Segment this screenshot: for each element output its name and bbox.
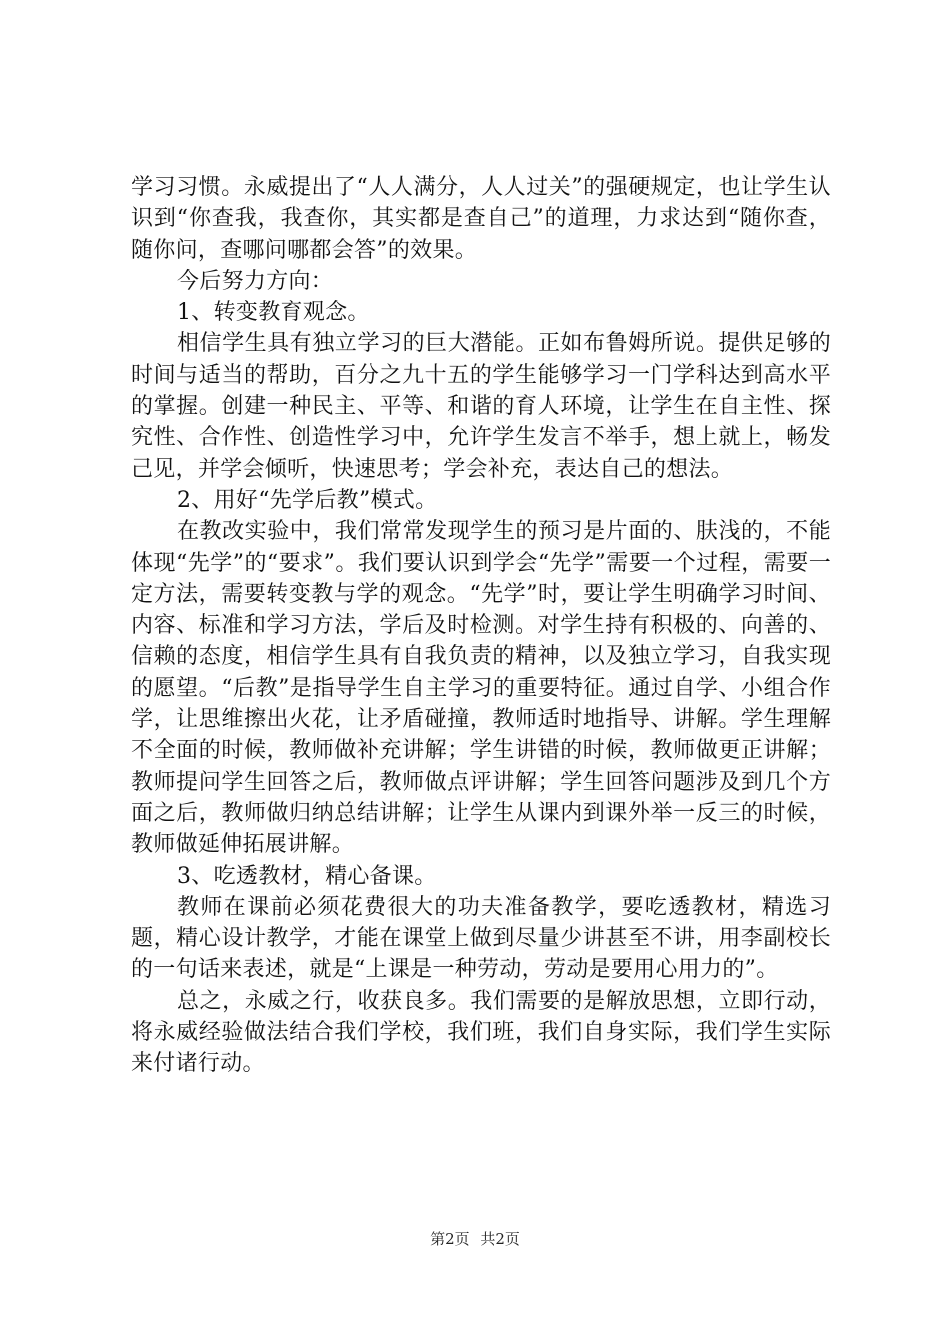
page-total: 共2页: [480, 1230, 520, 1248]
page-number: 第2页: [430, 1230, 470, 1248]
paragraph-body-1: 相信学生具有独立学习的巨大潜能。正如布鲁姆所说。提供足够的时间与适当的帮助，百分之九十五的学生能够学习一门学科达到高水平的掌握。创建一种民主、平等、和谐的育人环境，让学生在自主性、探究性、合作性、创造性学习中，允许学生发言不举手，想上就上，畅发己见，并学会倾听，快速思考；学会补充，表达自己的想法。: [131, 331, 831, 482]
document-body: [131, 172, 831, 1080]
paragraph-heading-2: 2、用好“先学后教”模式。: [177, 487, 438, 513]
paragraph-body-3: 教师在课前必须花费很大的功夫准备教学，要吃透教材，精选习题，精心设计教学，才能在课堂上做到尽量少讲甚至不讲，用李副校长的一句话来表述，就是“上课是一种劳动，劳动是要用心用力的”。: [131, 894, 831, 983]
page-footer: [0, 1228, 950, 1249]
paragraph-conclusion: 总之，永威之行，收获良多。我们需要的是解放思想，立即行动，将永威经验做法结合我们学校，我们班，我们自身实际，我们学生实际来付诸行动。: [131, 988, 831, 1077]
paragraph-heading-future-direction: 今后努力方向：: [177, 268, 334, 294]
paragraph-heading-1: 1、转变教育观念。: [177, 300, 370, 326]
paragraph-body-2: 在教改实验中，我们常常发现学生的预习是片面的、肤浅的，不能体现“先学”的“要求”。我们要认识到学会“先学”需要一个过程，需要一定方法，需要转变教与学的观念。“先学”时，要让学生明确学习时间、内容、标准和学习方法，学后及时检测。对学生持有积极的、向善的、信赖的态度，相信学生具有自我负责的精神，以及独立学习，自我实现的愿望。“后教”是指导学生自主学习的重要特征。通过自学、小组合作学，让思维擦出火花，让矛盾碰撞，教师适时地指导、讲解。学生理解不全面的时候，教师做补充讲解；学生讲错的时候，教师做更正讲解；教师提问学生回答之后，教师做点评讲解；学生回答问题涉及到几个方面之后，教师做归纳总结讲解；让学生从课内到课外举一反三的时候，教师做延伸拓展讲解。: [131, 519, 831, 858]
paragraph-heading-3: 3、吃透教材，精心备课。: [177, 863, 437, 889]
paragraph-continuation: 学习习惯。永威提出了“人人满分，人人过关”的强硬规定，也让学生认识到“你查我，我查你，其实都是查自己”的道理，力求达到“随你查，随你问，查哪问哪都会答”的效果。: [131, 175, 831, 263]
